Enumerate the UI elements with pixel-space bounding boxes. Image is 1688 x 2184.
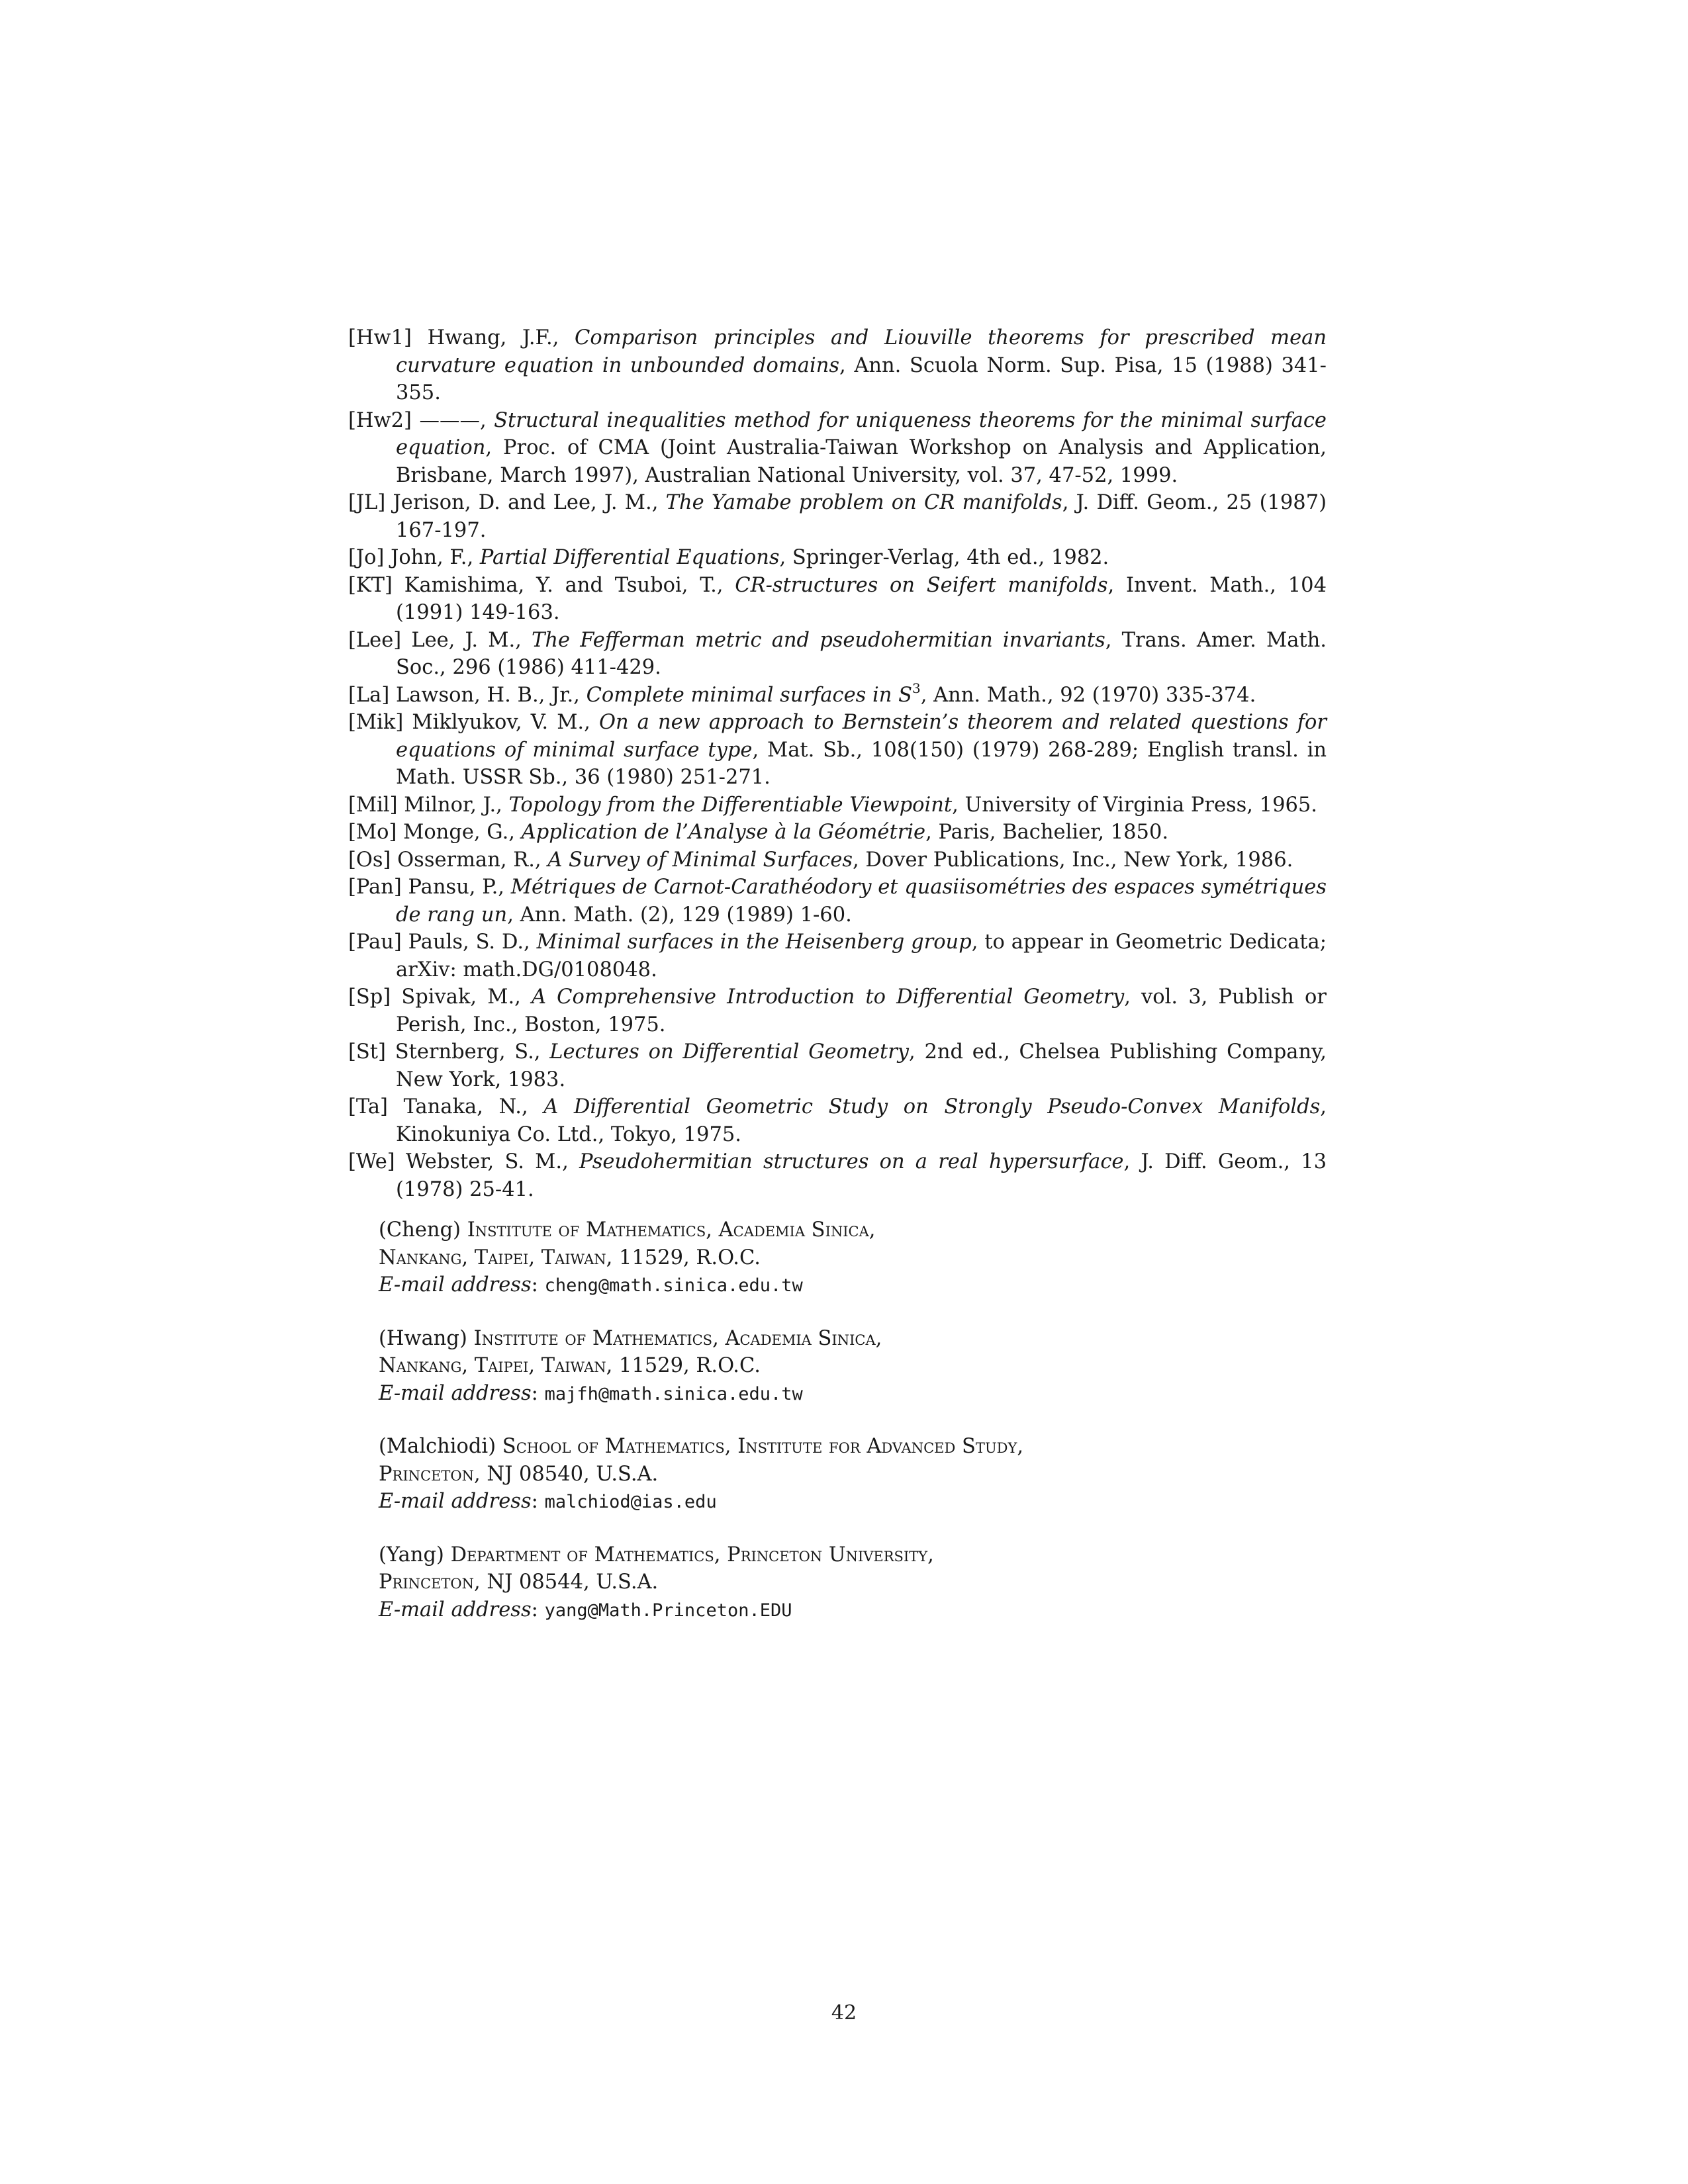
email-address[interactable]: majfh@math.sinica.edu.tw bbox=[544, 1383, 803, 1404]
reference-item: [JL] Jerison, D. and Lee, J. M., The Yamabe problem on CR manifolds, J. Diff. Geom., 25 (1987) 167-197. bbox=[348, 491, 1327, 542]
reference-item: [Pan] Pansu, P., Métriques de Carnot-Carathéodory et quasiisométries des espaces symétriques de rang un, Ann. Math. (2), 129 (1989) 1-60. bbox=[348, 876, 1327, 927]
author-name: (Yang) bbox=[379, 1543, 444, 1567]
reference-item: [Hw1] Hwang, J.F., Comparison principles and Liouville theorems for prescribed mean curvature equation in unbounded domains, Ann. Scuola Norm. Sup. Pisa, 15 (1988) 341-355. bbox=[348, 326, 1327, 404]
references-list bbox=[348, 324, 1327, 1203]
email-address[interactable]: cheng@math.sinica.edu.tw bbox=[544, 1275, 803, 1296]
author-addresses bbox=[379, 1216, 1319, 1649]
author-name: (Cheng) bbox=[379, 1218, 461, 1242]
reference-item: [La] Lawson, H. B., Jr., Complete minimal surfaces in $S^3$, Ann. Math., 92 (1970) 335-374. bbox=[348, 680, 1256, 707]
page-number: 42 bbox=[831, 2001, 857, 2025]
reference-item: [Mil] Milnor, J., Topology from the Differentiable Viewpoint, University of Virginia Press, 1965. bbox=[348, 793, 1318, 817]
reference-item: [We] Webster, S. M., Pseudohermitian structures on a real hypersurface, J. Diff. Geom., 13 (1978) 25-41. bbox=[348, 1150, 1327, 1201]
address-block: (Hwang) Institute of Mathematics, Academia Sinica, Nankang, Taipei, Taiwan, 11529, R.O.C. E-mail address: majfh@math.sinica.edu.tw bbox=[379, 1326, 882, 1405]
reference-item: [Lee] Lee, J. M., The Fefferman metric and pseudohermitian invariants, Trans. Amer. Math. Soc., 296 (1986) 411-429. bbox=[348, 628, 1327, 679]
reference-item: [St] Sternberg, S., Lectures on Differential Geometry, 2nd ed., Chelsea Publishing Company, New York, 1983. bbox=[348, 1040, 1327, 1091]
reference-item: [Mo] Monge, G., Application de l’Analyse à la Géométrie, Paris, Bachelier, 1850. bbox=[348, 821, 1169, 844]
author-name: (Hwang) bbox=[379, 1326, 467, 1350]
address-block: (Cheng) Institute of Mathematics, Academia Sinica, Nankang, Taipei, Taiwan, 11529, R.O.C. E-mail address: cheng@math.sinica.edu.tw bbox=[379, 1218, 876, 1297]
email-address[interactable]: malchiod@ias.edu bbox=[544, 1492, 717, 1512]
reference-item: [KT] Kamishima, Y. and Tsuboi, T., CR-structures on Seifert manifolds, Invent. Math., 104 (1991) 149-163. bbox=[348, 573, 1327, 624]
email-address[interactable]: yang@Math.Princeton.EDU bbox=[544, 1600, 792, 1621]
address-block: (Malchiodi) School of Mathematics, Institute for Advanced Study, Princeton, NJ 08540, U.S.A. E-mail address: malchiod@ias.edu bbox=[379, 1435, 1024, 1513]
reference-item: [Mik] Miklyukov, V. M., On a new approach to Bernstein’s theorem and related questions for equations of minimal surface type, Mat. Sb., 108(150) (1979) 268-289; English transl. in Math. USSR Sb., 36 (1980) 251-271. bbox=[348, 711, 1327, 789]
reference-item: [Jo] John, F., Partial Differential Equations, Springer-Verlag, 4th ed., 1982. bbox=[348, 546, 1109, 569]
reference-item: [Os] Osserman, R., A Survey of Minimal Surfaces, Dover Publications, Inc., New York, 1986. bbox=[348, 848, 1293, 872]
reference-item: [Hw2] ———, Structural inequalities method for uniqueness theorems for the minimal surface equation, Proc. of CMA (Joint Australia-Taiwan Workshop on Analysis and Application, Brisbane, March 1997), Australian National University, vol. 37, 47-52, 1999. bbox=[348, 408, 1327, 487]
author-name: (Malchiodi) bbox=[379, 1435, 496, 1458]
reference-item: [Sp] Spivak, M., A Comprehensive Introduction to Differential Geometry, vol. 3, Publish or Perish, Inc., Boston, 1975. bbox=[348, 985, 1327, 1036]
address-block: (Yang) Department of Mathematics, Princeton University, Princeton, NJ 08544, U.S.A. E-mail address: yang@Math.Princeton.EDU bbox=[379, 1543, 934, 1621]
reference-item: [Ta] Tanaka, N., A Differential Geometric Study on Strongly Pseudo-Convex Manifolds, Kinokuniya Co. Ltd., Tokyo, 1975. bbox=[348, 1095, 1327, 1146]
reference-item: [Pau] Pauls, S. D., Minimal surfaces in the Heisenberg group, to appear in Geometric Dedicata; arXiv: math.DG/0108048. bbox=[348, 931, 1327, 981]
